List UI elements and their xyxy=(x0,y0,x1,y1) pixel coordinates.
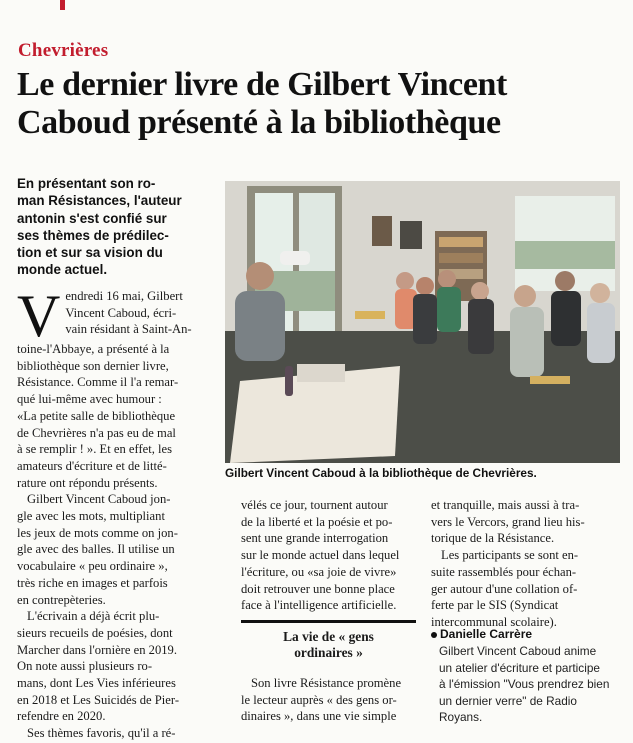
text-line: gle avec des balles. Il utilise un xyxy=(17,542,175,557)
text-line: L'écrivain a déjà écrit plu- xyxy=(27,609,160,624)
infobox-line: à l'émission "Vous prendrez bien xyxy=(439,677,610,691)
text-line: Marcher dans l'ornière en 2019. xyxy=(17,642,177,657)
text-line: sent une grande interrogation xyxy=(241,531,389,546)
text-line: torique de la Résistance. xyxy=(431,531,555,546)
text-line: bibliothèque son dernier livre, xyxy=(17,358,169,373)
text-line: Gilbert Vincent Caboud jon- xyxy=(27,492,171,507)
article-column-2-continued xyxy=(241,675,419,725)
article-column-1 xyxy=(17,283,217,742)
text-line: vocabulaire « peu ordinaire », xyxy=(17,559,168,574)
section-rubric: Chevrières xyxy=(18,40,109,61)
subheading-line: La vie de « gens xyxy=(283,629,374,644)
infobox-line: un atelier d'écriture et participe xyxy=(439,660,600,675)
headline-line: Le dernier livre de Gilbert Vincent xyxy=(17,66,507,103)
text-line: à se remplir ! ». Et en effet, les xyxy=(17,442,173,457)
paragraph xyxy=(17,491,217,608)
article-photo xyxy=(225,181,620,463)
article-lead xyxy=(17,175,222,279)
text-line: intercommunal scolaire). xyxy=(431,614,557,629)
text-line: gle avec les mots, multipliant xyxy=(17,509,165,524)
infobox-line: Royans. xyxy=(439,710,483,724)
lead-line: En présentant son ro- xyxy=(17,176,156,191)
text-line: dinaires », dans une vie simple xyxy=(241,709,397,724)
article-headline xyxy=(17,66,627,142)
text-line: les jeux de mots comme on jon- xyxy=(17,525,178,540)
text-line: Vincent Caboud, écri- xyxy=(65,305,177,320)
text-line: ger autour d'une collation of- xyxy=(431,581,578,596)
text-line: qué lui-même avec humour : xyxy=(17,392,162,407)
author-byline xyxy=(431,627,532,641)
text-line: et tranquille, mais aussi à tra- xyxy=(431,498,580,512)
library-scene-illustration xyxy=(225,181,620,463)
text-line: sieurs recueils de poésies, dont xyxy=(17,625,173,640)
lead-line: antonin s'est confié sur xyxy=(17,210,167,226)
subheading xyxy=(241,620,416,661)
text-line: endredi 16 mai, Gilbert xyxy=(65,289,183,303)
text-line: l'écriture, ou «sa joie de vivre» xyxy=(241,564,397,579)
text-line: vers le Vercors, grand lieu his- xyxy=(431,514,585,529)
text-line: Résistance. Comme il l'a remar- xyxy=(17,375,179,390)
paragraph xyxy=(17,725,217,742)
subheading-line: ordinaires » xyxy=(294,645,363,660)
text-line: face à l'intelligence artificielle. xyxy=(241,598,397,613)
text-line: refendre en 2020. xyxy=(17,709,106,724)
infobox-line: un dernier verre" de Radio xyxy=(439,693,577,708)
section-marker xyxy=(60,0,65,10)
article-column-3 xyxy=(431,497,621,631)
headline-line: Caboud présenté à la bibliothèque xyxy=(17,104,501,141)
text-line: le lecteur auprès « des gens or- xyxy=(241,692,397,707)
text-line: ferte par le SIS (Syndicat xyxy=(431,598,559,613)
lead-line: ses thèmes de prédilec- xyxy=(17,227,169,243)
lead-line: man Résistances, l'auteur xyxy=(17,193,182,209)
text-line: rature ont répondu présents. xyxy=(17,475,158,490)
text-line: de Chevrières n'a pas eu de mal xyxy=(17,425,176,440)
text-line: en contrepèteries. xyxy=(17,592,106,607)
text-line: amateurs d'écriture et de litté- xyxy=(17,458,167,473)
paragraph xyxy=(17,608,217,725)
text-line: toine-l'Abbaye, a présenté à la xyxy=(17,342,170,356)
text-line: suite rassemblés pour échan- xyxy=(431,564,577,579)
lead-line: tion et sur sa vision du xyxy=(17,245,163,261)
text-line: en 2018 et Les Suicidés de Pier- xyxy=(17,692,180,707)
text-line: On note aussi plusieurs ro- xyxy=(17,659,153,674)
text-line: vain résidant à Saint-An- xyxy=(65,322,192,337)
text-line: vélés ce jour, tournent autour xyxy=(241,498,388,512)
paragraph xyxy=(17,283,217,491)
text-line: de la liberté et la poésie et po- xyxy=(241,514,393,529)
article-column-2 xyxy=(241,497,419,614)
text-line: Les participants se sont en- xyxy=(441,548,579,563)
lead-line: monde actuel. xyxy=(17,262,108,278)
text-line: Son livre Résistance promène xyxy=(251,676,402,690)
bullet-icon xyxy=(431,632,437,638)
author-infobox xyxy=(431,643,621,726)
drop-cap: V xyxy=(17,283,61,349)
infobox-line: Gilbert Vincent Caboud anime xyxy=(439,644,597,658)
text-line: très riche en images et parfois xyxy=(17,575,168,590)
text-line: sur le monde actuel dans lequel xyxy=(241,548,400,563)
text-line: mans, dont Les Vies inférieures xyxy=(17,676,176,691)
author-name: Danielle Carrère xyxy=(440,627,533,641)
photo-caption: Gilbert Vincent Caboud à la bibliothèque de Chevrières. xyxy=(225,466,537,480)
text-line: doit retrouver une bonne place xyxy=(241,581,395,596)
text-line: «La petite salle de bibliothèque xyxy=(17,408,176,423)
text-line: Ses thèmes favoris, qu'il a ré- xyxy=(27,726,176,741)
